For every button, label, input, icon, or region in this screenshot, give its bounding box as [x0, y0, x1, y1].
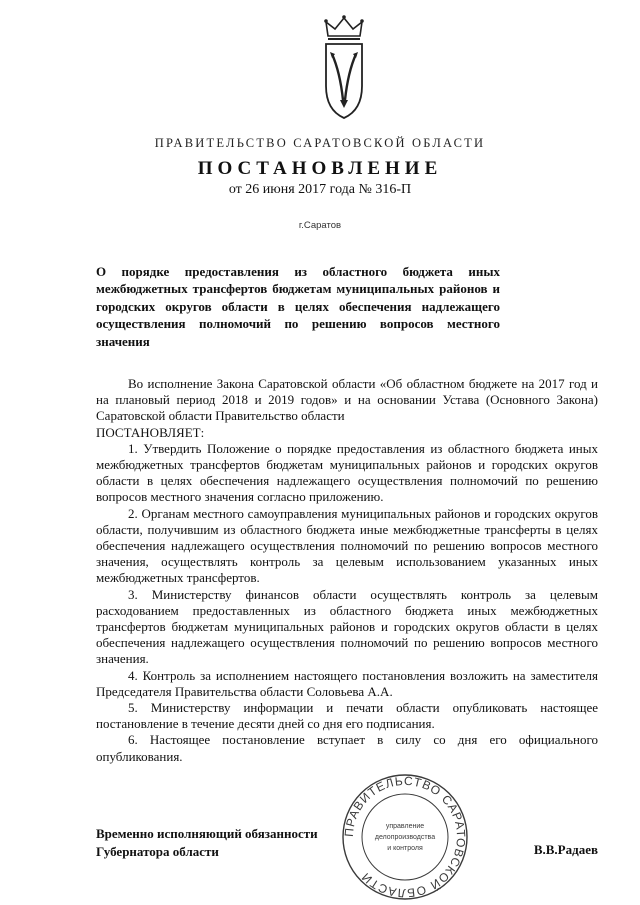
signatory-position	[96, 825, 318, 861]
clause-2: 2. Органам местного самоуправления муниципальных районов и городских округов области, получившим из областного бюджета иные межбюджетные трансферты в целях обеспечения надлежащего осуществления полномочий по решению вопросов местного значения, осуществлять контроль за целевым использованием указанных иных межбюджетных трансфертов.	[96, 505, 598, 586]
document-body	[96, 376, 598, 765]
document-title: ПОСТАНОВЛЕНИЕ	[197, 158, 443, 179]
clause-6: 6. Настоящее постановление вступает в силу со дня его официального опубликования.	[96, 732, 598, 764]
clause-1: 1. Утвердить Положение о порядке предоставления из областного бюджета иных межбюджетных трансфертов бюджетам муниципальных районов и городских округов области в целях обеспечения надлежащего осуществления полномочий по решению вопросов местного значения согласно приложению.	[96, 440, 598, 505]
saratov-coat-of-arms-icon	[318, 14, 370, 120]
government-name: ПРАВИТЕЛЬСТВО САРАТОВСКОЙ ОБЛАСТИ	[154, 136, 486, 150]
resolve-word: ПОСТАНОВЛЯЕТ:	[96, 424, 205, 440]
signatory-name: В.В.Радаев	[533, 842, 598, 857]
clause-3: 3. Министерству финансов области осуществлять контроль за целевым расходованием предоставленных из областного бюджета иных межбюджетных трансфертов бюджетам муниципальных районов и городских округов области в целях обеспечения надлежащего осуществления полномочий по решению вопросов местного значения.	[96, 586, 598, 667]
seal-center-line-2: делопроизводства	[374, 834, 436, 841]
seal-center-line-1: управление	[385, 823, 425, 830]
document-subject: О порядке предоставления из областного бюджета иных межбюджетных трансфертов бюджетам муниципальных районов и городских округов области в целях обеспечения надлежащего осуществления полномочий по решению вопросов местного значения	[96, 264, 500, 349]
document-date-number: от 26 июня 2017 года № 316-П	[228, 182, 412, 197]
document-city: г.Саратов	[298, 220, 342, 231]
preamble-paragraph: Во исполнение Закона Саратовской области «Об областном бюджете на 2017 год и на плановый период 2018 и 2019 годов» и на основании Устава (Основного Закона) Саратовской области Правительство области	[96, 376, 598, 424]
signatory-position-line-1: Временно исполняющий обязанности	[96, 826, 318, 841]
seal-center-line-3: и контроля	[387, 845, 423, 852]
clause-5: 5. Министерству информации и печати области опубликовать настоящее постановление в течение десяти дней со дня его подписания.	[96, 700, 598, 732]
clause-4: 4. Контроль за исполнением настоящего постановления возложить на заместителя Председателя Правительства области Соловьева А.А.	[96, 667, 598, 699]
seal-ring-text: ПРАВИТЕЛЬСТВО САРАТОВСКОЙ ОБЛАСТИ	[341, 773, 469, 901]
signatory-position-line-2: Губернатора области	[96, 844, 219, 859]
official-seal-stamp	[336, 772, 474, 902]
